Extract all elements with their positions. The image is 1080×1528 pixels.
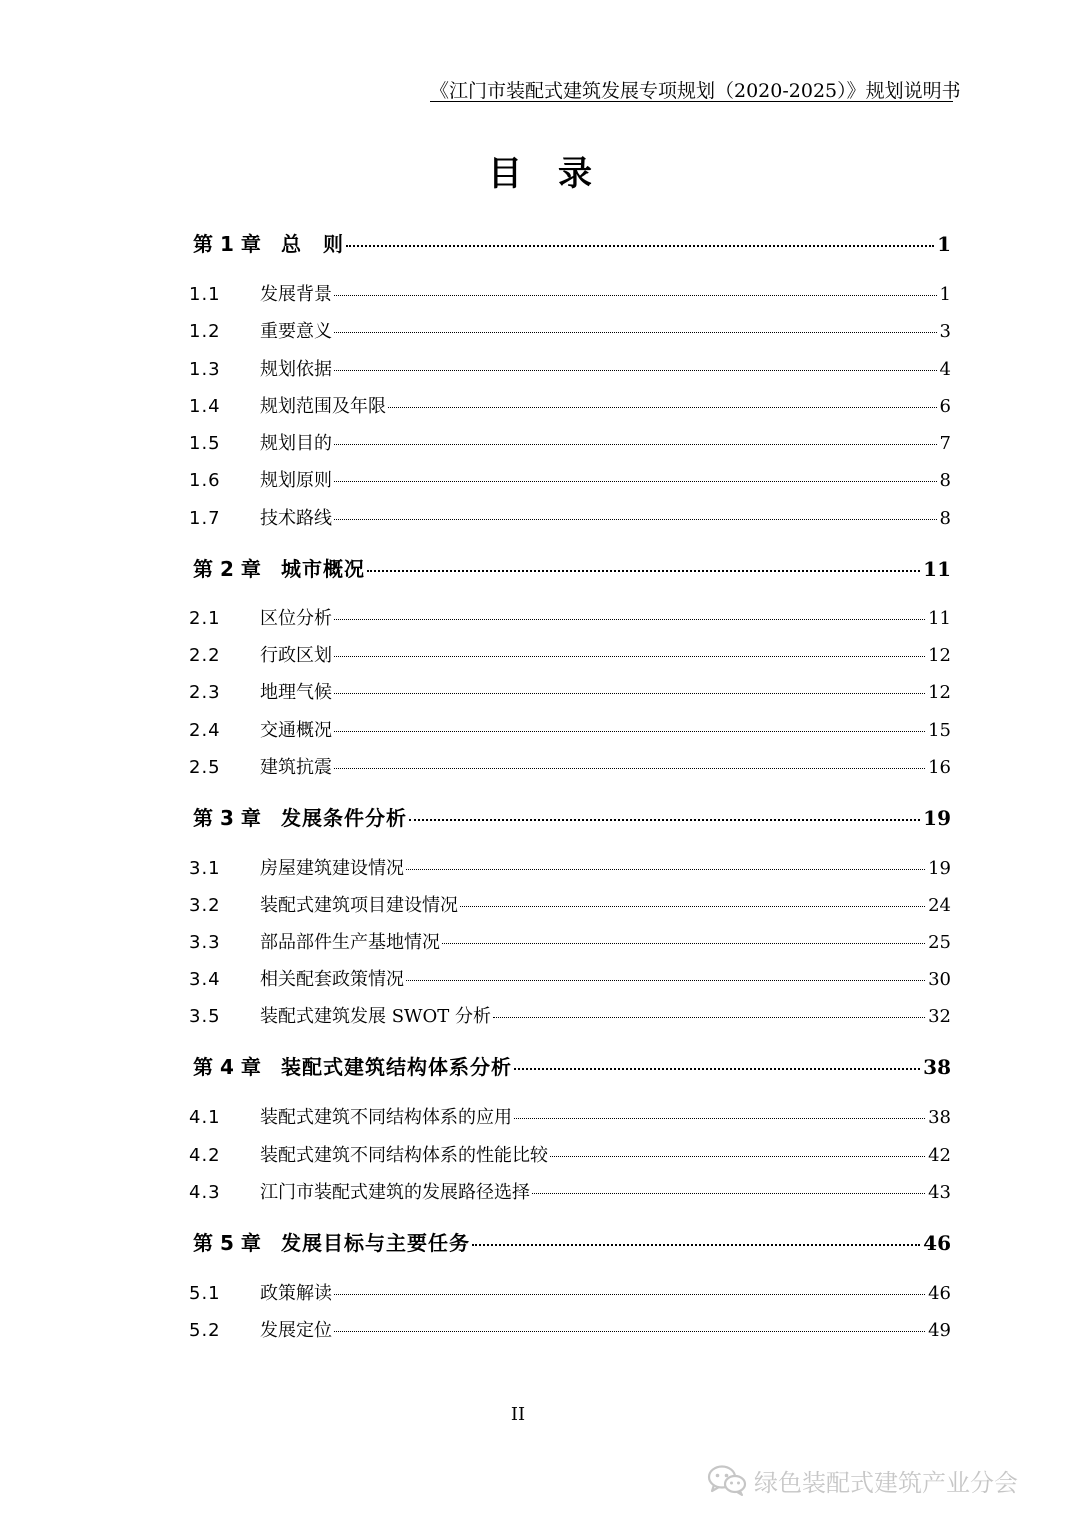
section-title: 装配式建筑不同结构体系的性能比较 [260,1145,548,1166]
section-number: 1.6 [189,470,221,491]
toc-section-1-3[interactable] [189,355,951,385]
dot-leader [334,731,925,732]
section-title: 江门市装配式建筑的发展路径选择 [260,1182,530,1203]
section-number: 1.3 [189,359,221,380]
dot-leader [334,444,937,445]
dot-leader [334,332,937,333]
toc-title: 目录 [488,154,628,194]
dot-leader [334,656,925,657]
section-title: 交通概况 [260,720,332,741]
section-page: 12 [928,682,951,703]
dot-leader [367,570,920,572]
dot-leader [442,943,925,944]
watermark-text: 绿色装配式建筑产业分会 [754,1468,1018,1497]
chapter-title: 总 则 [281,232,344,256]
dot-leader [514,1068,920,1070]
chapter-title: 发展目标与主要任务 [281,1231,470,1255]
dot-leader [409,819,920,821]
section-page: 12 [928,645,951,666]
toc-section-3-1[interactable] [189,854,951,884]
toc-chapter-1[interactable] [193,228,951,262]
toc-section-3-3[interactable] [189,928,951,958]
dot-leader [334,481,937,482]
section-number: 2.3 [189,682,221,703]
section-page: 7 [939,433,951,454]
toc-chapter-5[interactable] [193,1227,951,1261]
section-number: 4.2 [189,1145,221,1166]
section-page: 8 [939,470,951,491]
dot-leader [334,619,925,620]
section-title: 发展背景 [260,284,332,305]
running-header: 《江门市装配式建筑发展专项规划（2020-2025）》规划说明书 [430,80,961,102]
section-number: 4.3 [189,1182,221,1203]
section-title: 规划范围及年限 [260,396,386,417]
section-title: 房屋建筑建设情况 [260,858,404,879]
chapter-label: 第 4 章 [193,1055,261,1079]
section-page: 15 [928,720,951,741]
section-title: 装配式建筑不同结构体系的应用 [260,1107,512,1128]
section-title: 装配式建筑发展 SWOT 分析 [260,1006,492,1027]
section-number: 1.4 [189,396,221,417]
section-number: 2.4 [189,720,221,741]
dot-leader [406,869,925,870]
dot-leader [406,980,925,981]
chapter-page: 46 [923,1231,951,1255]
section-number: 1.1 [189,284,221,305]
dot-leader [334,295,937,296]
toc-section-4-3[interactable] [189,1178,951,1208]
toc-section-3-2[interactable] [189,891,951,921]
section-number: 5.1 [189,1283,221,1304]
dot-leader [334,1331,925,1332]
section-number: 2.2 [189,645,221,666]
dot-leader [514,1118,925,1119]
page-number: II [510,1404,526,1425]
toc-section-1-7[interactable] [189,504,951,534]
chapter-title: 装配式建筑结构体系分析 [281,1055,512,1079]
section-page: 42 [928,1145,951,1166]
section-title: 部品部件生产基地情况 [260,932,440,953]
toc-section-1-6[interactable] [189,466,951,496]
chapter-label: 第 1 章 [193,232,261,256]
section-page: 6 [939,396,951,417]
section-page: 16 [928,757,951,778]
toc-section-3-5[interactable] [189,1002,951,1032]
chapter-page: 1 [937,232,951,256]
toc-chapter-3[interactable] [193,802,951,836]
toc-section-5-1[interactable] [189,1279,951,1309]
section-page: 49 [928,1320,951,1341]
section-number: 3.2 [189,895,221,916]
section-page: 46 [928,1283,951,1304]
section-title: 规划依据 [260,359,332,380]
toc-section-2-2[interactable] [189,641,951,671]
toc-section-2-5[interactable] [189,753,951,783]
toc-section-5-2[interactable] [189,1316,951,1346]
section-page: 19 [928,858,951,879]
section-page: 30 [928,969,951,990]
section-title: 建筑抗震 [260,757,332,778]
dot-leader [334,519,937,520]
section-page: 24 [928,895,951,916]
dot-leader [334,370,937,371]
toc-section-4-2[interactable] [189,1141,951,1171]
toc-section-1-4[interactable] [189,392,951,422]
dot-leader [550,1156,925,1157]
section-page: 11 [928,608,951,629]
dot-leader [532,1193,925,1194]
section-page: 32 [928,1006,951,1027]
section-title: 发展定位 [260,1320,332,1341]
section-number: 5.2 [189,1320,221,1341]
section-title: 政策解读 [260,1283,332,1304]
dot-leader [334,1294,925,1295]
dot-leader [460,906,925,907]
section-number: 1.5 [189,433,221,454]
section-title: 技术路线 [260,508,332,529]
section-page: 43 [928,1182,951,1203]
toc-chapter-2[interactable] [193,553,951,587]
section-page: 8 [939,508,951,529]
toc-section-2-4[interactable] [189,716,951,746]
section-number: 3.5 [189,1006,221,1027]
toc-section-1-1[interactable] [189,280,951,310]
toc-section-2-3[interactable] [189,678,951,708]
chapter-page: 19 [923,806,951,830]
watermark [706,1460,1018,1500]
toc-chapter-4[interactable] [193,1051,951,1085]
section-page: 4 [939,359,951,380]
toc-section-4-1[interactable] [189,1103,951,1133]
chapter-label: 第 5 章 [193,1231,261,1255]
section-title: 相关配套政策情况 [260,969,404,990]
dot-leader [334,693,925,694]
section-title: 规划原则 [260,470,332,491]
wechat-icon [706,1464,748,1496]
section-number: 4.1 [189,1107,221,1128]
section-title: 地理气候 [260,682,332,703]
section-title: 行政区划 [260,645,332,666]
section-title: 区位分析 [260,608,332,629]
section-number: 3.3 [189,932,221,953]
chapter-title: 发展条件分析 [281,806,407,830]
section-title: 规划目的 [260,433,332,454]
section-number: 3.4 [189,969,221,990]
section-page: 25 [928,932,951,953]
toc-section-2-1[interactable] [189,604,951,634]
section-page: 38 [928,1107,951,1128]
chapter-title: 城市概况 [281,557,365,581]
toc-section-1-5[interactable] [189,429,951,459]
section-number: 1.7 [189,508,221,529]
chapter-label: 第 3 章 [193,806,261,830]
chapter-page: 11 [923,557,951,581]
dot-leader [493,1017,925,1018]
chapter-page: 38 [923,1055,951,1079]
header-rule [430,101,953,102]
section-page: 1 [939,284,951,305]
toc-section-1-2[interactable] [189,317,951,347]
section-title: 重要意义 [260,321,332,342]
section-number: 1.2 [189,321,221,342]
section-page: 3 [939,321,951,342]
dot-leader [334,768,925,769]
toc-section-3-4[interactable] [189,965,951,995]
dot-leader [472,1244,920,1246]
section-number: 3.1 [189,858,221,879]
dot-leader [346,245,934,247]
dot-leader [388,407,937,408]
section-number: 2.1 [189,608,221,629]
chapter-label: 第 2 章 [193,557,261,581]
section-number: 2.5 [189,757,221,778]
section-title: 装配式建筑项目建设情况 [260,895,458,916]
